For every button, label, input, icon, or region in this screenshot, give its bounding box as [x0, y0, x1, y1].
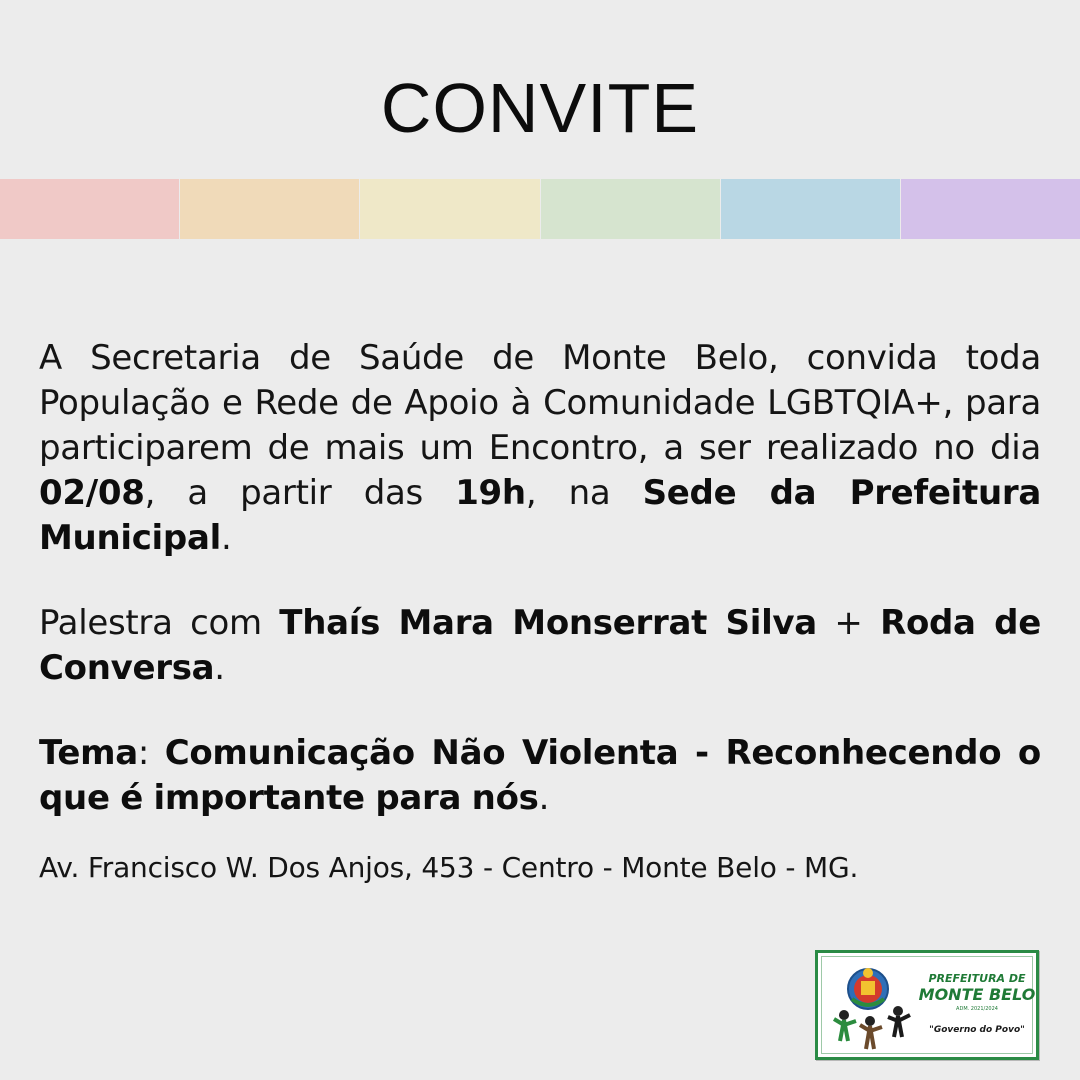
- theme-paragraph: [39, 731, 1041, 821]
- invitation-body: [39, 336, 1041, 887]
- stripe-blue: [721, 179, 900, 239]
- intro-text-3: , na: [525, 473, 643, 513]
- stripe-red: [0, 179, 179, 239]
- intro-paragraph: [39, 336, 1041, 561]
- theme-separator: :: [137, 733, 165, 773]
- stripe-purple: [901, 179, 1080, 239]
- logo-line-3: ADM. 2021/2024: [956, 1006, 998, 1012]
- stripe-orange: [180, 179, 359, 239]
- talk-text-3: .: [214, 648, 225, 688]
- talk-text-2: +: [816, 603, 881, 643]
- municipality-logo: [815, 950, 1039, 1060]
- logo-slogan: "Governo do Povo": [929, 1025, 1025, 1035]
- logo-line-1: PREFEITURA DE: [928, 972, 1026, 985]
- theme-label: Tema: [39, 733, 138, 773]
- rainbow-stripe-bar: [0, 179, 1080, 239]
- intro-text-4: .: [220, 518, 232, 558]
- stripe-green: [541, 179, 720, 239]
- event-address: Av. Francisco W. Dos Anjos, 453 - Centro - Monte Belo - MG.: [39, 851, 859, 884]
- talk-paragraph: [39, 601, 1041, 691]
- event-date: 02/08: [39, 473, 145, 513]
- activity-name: Roda de Conversa: [39, 603, 1041, 688]
- theme-text: Comunicação Não Violenta - Reconhecendo o que é importante para nós: [39, 733, 1041, 818]
- logo-line-2: MONTE BELO: [918, 985, 1036, 1004]
- event-time: 19h: [455, 473, 526, 513]
- event-venue: Sede da Prefeitura Municipal: [39, 473, 1042, 558]
- theme-end: .: [538, 778, 550, 818]
- stripe-yellow: [360, 179, 539, 239]
- talk-text-1: Palestra com: [39, 603, 280, 643]
- page-title: CONVITE: [380, 69, 700, 147]
- coat-of-arms-emblem: [830, 963, 918, 1053]
- intro-text-1: A Secretaria de Saúde de Monte Belo, convida toda População e Rede de Apoio à Comunidade LGBTQIA+, para participarem de mais um Encontro, a ser realizado no dia: [39, 338, 1041, 468]
- intro-text-2: , a partir das: [144, 473, 456, 513]
- speaker-name: Thaís Mara Monserrat Silva: [279, 603, 817, 643]
